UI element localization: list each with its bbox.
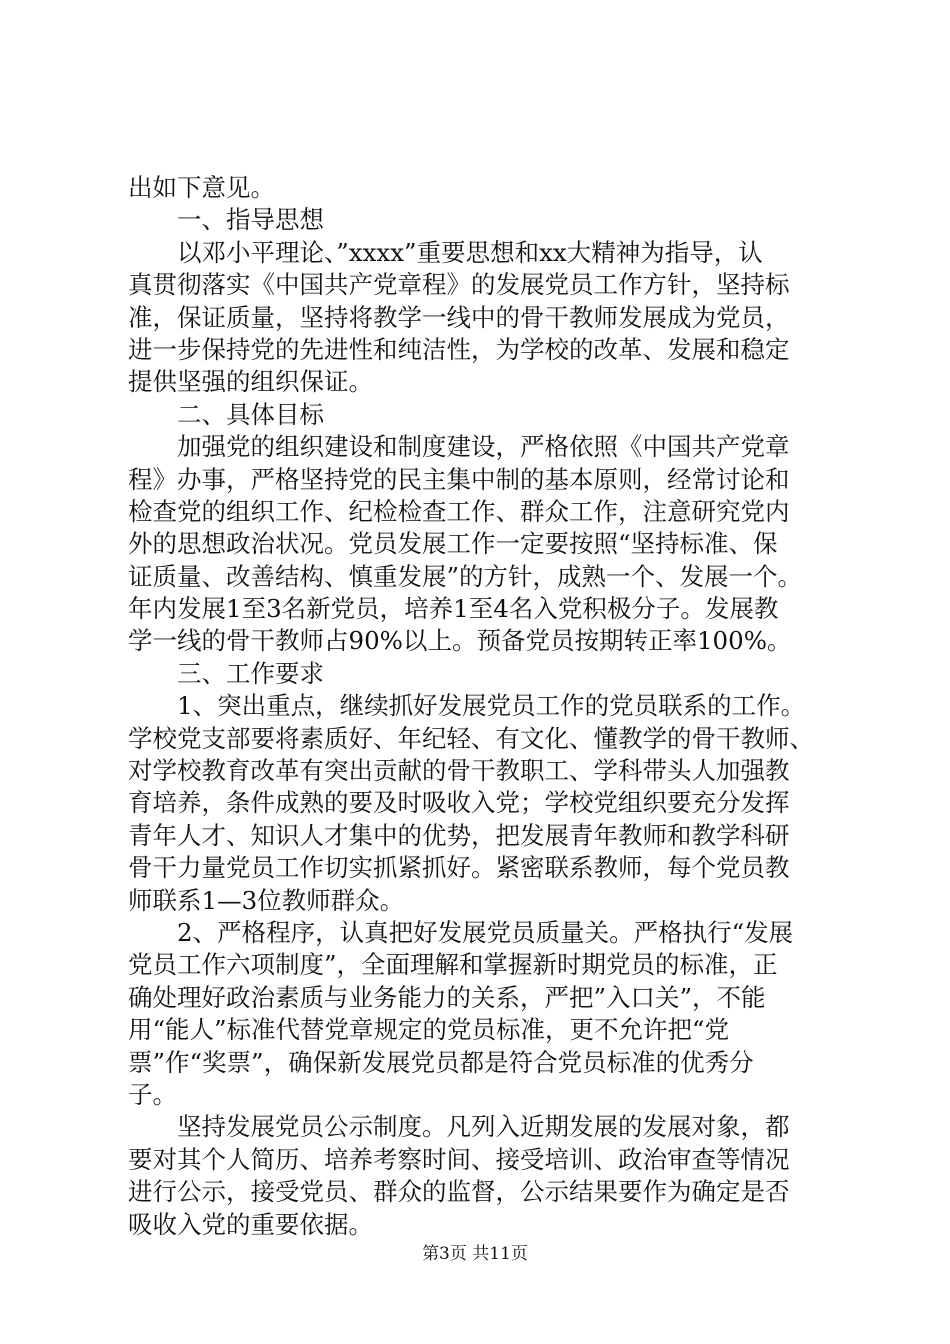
- body-text-line: 确处理好政治素质与业务能力的关系，严把”入口关”，不能: [128, 982, 766, 1012]
- body-text-line: 以邓小平理论、”xxxx”重要思想和xx大精神为指导，认: [128, 237, 763, 267]
- body-text-line: 证质量、改善结构、慎重发展”的方针，成熟一个、发展一个。: [128, 561, 803, 591]
- body-text-line: 程》办事，严格坚持党的民主集中制的基本原则，经常讨论和: [128, 464, 790, 494]
- body-text-line: 用“能人”标准代替党章规定的党员标准，更不允许把“党: [128, 1015, 730, 1045]
- body-text-line: 吸收入党的重要依据。: [128, 1209, 373, 1239]
- body-text-line: 学一线的骨干教师占90%以上。预备党员按期转正率100%。: [128, 626, 792, 656]
- document-body: [128, 172, 840, 1241]
- body-text-line: 进行公示，接受党员、群众的监督，公示结果要作为确定是否: [128, 1177, 790, 1207]
- body-text-line: 1、突出重点，继续抓好发展党员工作的党员联系的工作。: [128, 691, 806, 721]
- body-text-line: 师联系1—3位教师群众。: [128, 885, 405, 915]
- body-text-line: 真贯彻落实《中国共产党章程》的发展党员工作方针，坚持标: [128, 270, 790, 300]
- body-text-line: 出如下意见。: [128, 173, 275, 202]
- body-text-line: 党员工作六项制度”，全面理解和掌握新时期党员的标准，正: [128, 950, 778, 980]
- body-text-line: 子。: [128, 1079, 177, 1109]
- body-text-line: 三、工作要求: [128, 658, 324, 688]
- body-text-line: 年内发展1至3名新党员，培养1至4名入党积极分子。发展教: [128, 594, 779, 624]
- body-text-line: 青年人才、知识人才集中的优势，把发展青年教师和教学科研: [128, 820, 790, 850]
- body-text-line: 要对其个人简历、培养考察时间、接受培训、政治审查等情况: [128, 1144, 790, 1174]
- body-text-line: 一、指导思想: [128, 205, 324, 235]
- body-text-line: 检查党的组织工作、纪检检查工作、群众工作，注意研究党内: [128, 496, 790, 526]
- body-text-line: 加强党的组织建设和制度建设，严格依照《中国共产党章: [128, 432, 790, 462]
- body-text-line: 提供坚强的组织保证。: [128, 367, 373, 397]
- body-text-line: 票”作“奖票”，确保新发展党员都是符合党员标准的优秀分: [128, 1047, 754, 1077]
- body-text-line: 坚持发展党员公示制度。凡列入近期发展的发展对象，都: [128, 1112, 790, 1142]
- body-text-line: 对学校教育改革有突出贡献的骨干教职工、学科带头人加强教: [128, 756, 790, 786]
- body-text-line: 二、具体目标: [128, 399, 324, 429]
- body-text-line: 准，保证质量，坚持将教学一线中的骨干教师发展成为党员，: [128, 302, 790, 332]
- body-text-line: 学校党支部要将素质好、年纪轻、有文化、懂教学的骨干教师、: [128, 723, 814, 753]
- body-text-line: 育培养，条件成熟的要及时吸收入党；学校党组织要充分发挥: [128, 788, 790, 818]
- body-text-line: 外的思想政治状况。党员发展工作一定要按照“坚持标准、保: [128, 529, 778, 559]
- body-text-line: 骨干力量党员工作切实抓紧抓好。紧密联系教师，每个党员教: [128, 853, 790, 883]
- body-text-line: 进一步保持党的先进性和纯洁性，为学校的改革、发展和稳定: [128, 334, 790, 364]
- body-text-line: 2、严格程序，认真把好发展党员质量关。严格执行“发展: [128, 917, 794, 947]
- page-number-footer: 第3页 共11页: [422, 1244, 528, 1264]
